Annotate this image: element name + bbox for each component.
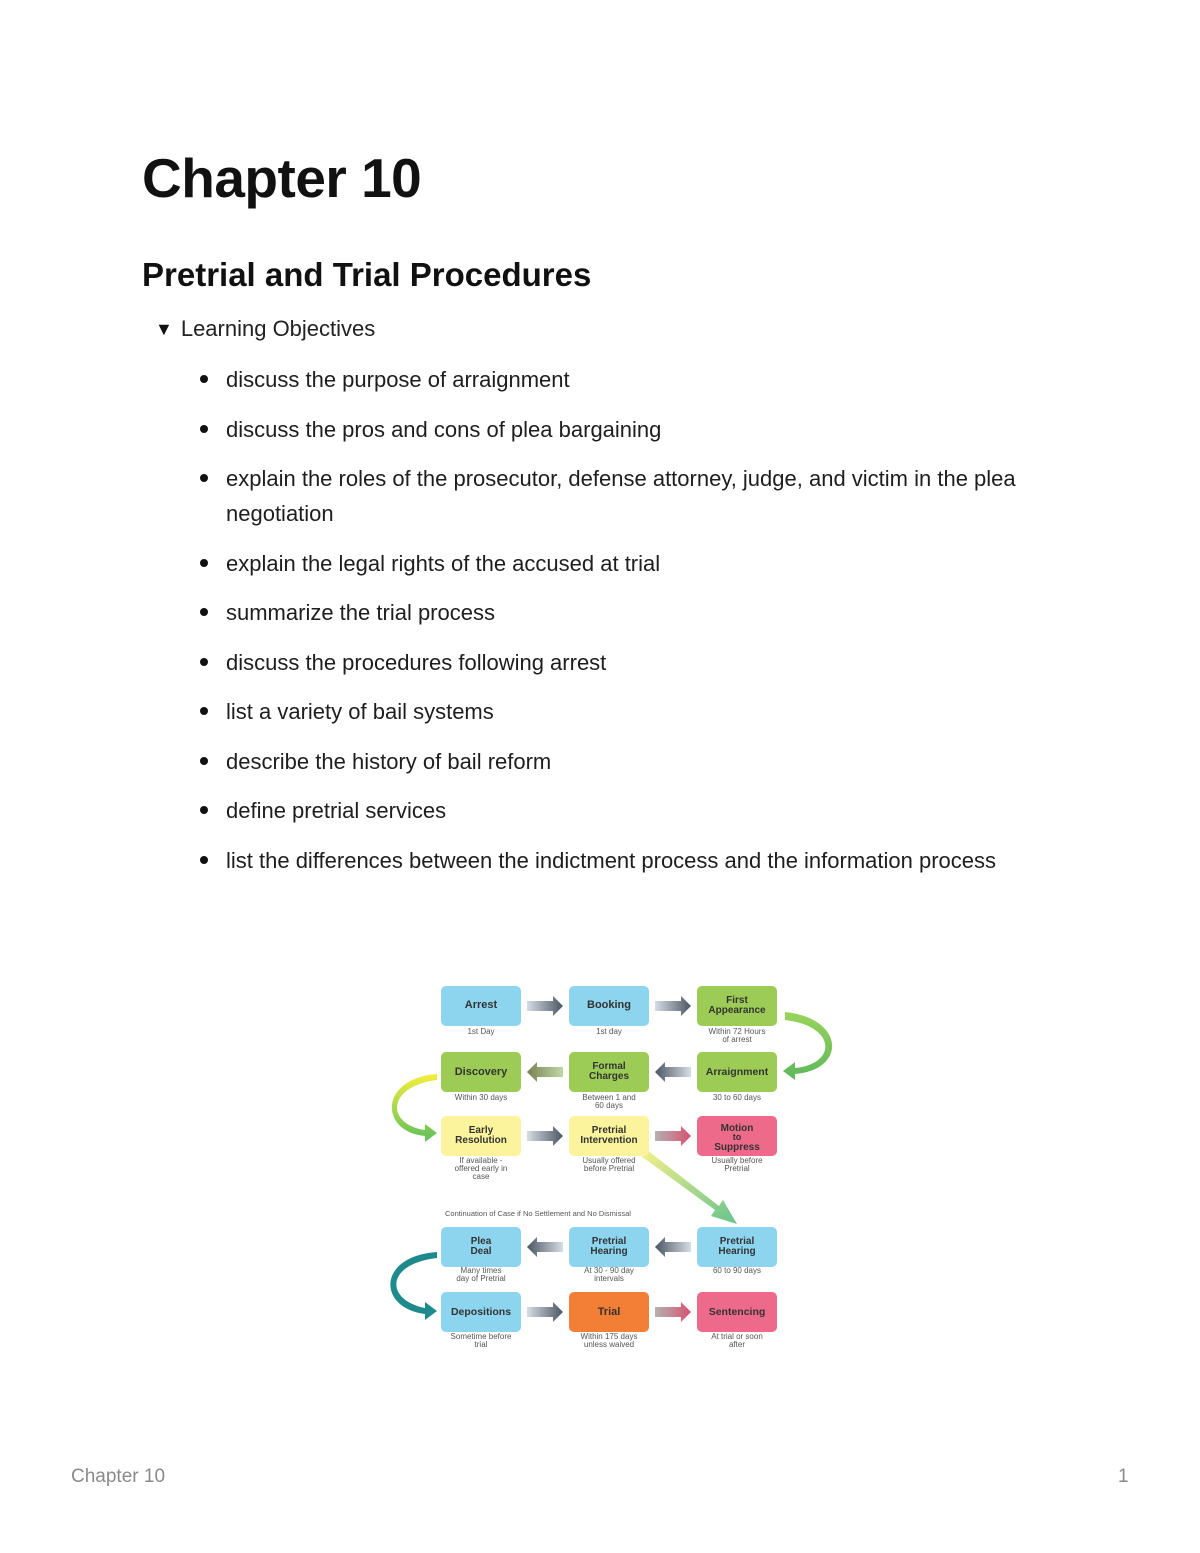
node-note: Pretrial [724, 1164, 750, 1173]
node-note: Many times [460, 1266, 502, 1275]
node-note: intervals [594, 1274, 624, 1283]
arrow-left-icon [527, 1237, 563, 1257]
flow-node-arrest [441, 986, 521, 1036]
list-item: discuss the pros and cons of plea bargaining [200, 412, 1060, 447]
list-item: list a variety of bail systems [200, 694, 1060, 729]
flow-node-sentencing [697, 1292, 777, 1349]
node-note: Within 175 days [580, 1332, 638, 1341]
flow-node-discovery [441, 1052, 521, 1102]
node-title: Hearing [718, 1246, 756, 1257]
node-title: Pretrial [591, 1236, 627, 1247]
flow-node-pretrial-hearing-2 [569, 1227, 649, 1283]
node-note: unless waived [583, 1340, 635, 1349]
node-title: Arraignment [705, 1066, 769, 1078]
flow-node-arraignment [697, 1052, 777, 1102]
node-note: 60 days [594, 1101, 624, 1110]
flow-node-pretrial-intervention [569, 1116, 649, 1173]
node-title: Booking [587, 999, 631, 1011]
node-note: Sometime before [450, 1332, 512, 1341]
arrow-right-icon [655, 1302, 691, 1322]
list-item: explain the roles of the prosecutor, defense attorney, judge, and victim in the plea negotiation [200, 461, 1060, 531]
node-note: At trial or soon [711, 1332, 763, 1341]
list-item: describe the history of bail reform [200, 744, 1060, 779]
toggle-label: Learning Objectives [180, 316, 376, 341]
flow-node-formal-charges [569, 1052, 649, 1110]
node-note: Within 72 Hours [708, 1027, 766, 1036]
flow-node-plea-deal [441, 1227, 521, 1283]
section-title: Pretrial and Trial Procedures [142, 256, 592, 293]
flow-node-booking [569, 986, 649, 1036]
arrow-left-icon [655, 1237, 691, 1257]
page-title: Chapter 10 [142, 147, 422, 209]
node-title: Suppress [714, 1142, 760, 1153]
node-title: Plea [470, 1236, 492, 1247]
arrow-left-icon [527, 1062, 563, 1082]
node-note: case [472, 1172, 490, 1181]
list-item: define pretrial services [200, 793, 1060, 828]
continuation-note: Continuation of Case if No Settlement and No Dismissal [445, 1209, 631, 1218]
footer-chapter-label: Chapter 10 [71, 1466, 166, 1487]
node-note: At 30 - 90 day [584, 1266, 634, 1275]
node-title: Sentencing [708, 1306, 766, 1318]
list-item: explain the legal rights of the accused at trial [200, 546, 1060, 581]
node-title: Appearance [708, 1005, 766, 1016]
node-note: of arrest [722, 1035, 752, 1044]
node-title: Deal [470, 1246, 492, 1257]
list-item: discuss the purpose of arraignment [200, 362, 1060, 397]
flow-node-motion-to-suppress [697, 1116, 777, 1173]
node-note: trial [474, 1340, 488, 1349]
flow-node-depositions [441, 1292, 521, 1349]
node-title: Charges [588, 1071, 630, 1082]
flow-node-pretrial-hearing-1 [697, 1227, 777, 1275]
curved-arrow-icon [390, 1252, 437, 1320]
node-note: before Pretrial [583, 1164, 635, 1173]
node-note: 60 to 90 days [712, 1266, 762, 1275]
node-note: Within 30 days [454, 1093, 508, 1102]
learning-objectives-toggle[interactable] [155, 316, 375, 342]
node-note: If available - [459, 1156, 503, 1165]
arrow-right-icon [527, 1302, 563, 1322]
node-note: Between 1 and [582, 1093, 636, 1102]
arrow-right-icon [655, 1126, 691, 1146]
node-note: Usually offered [582, 1156, 636, 1165]
arrow-left-icon [655, 1062, 691, 1082]
curved-arrow-icon [783, 1012, 832, 1080]
node-note: 1st day [596, 1027, 622, 1036]
node-note: day of Pretrial [456, 1274, 506, 1283]
node-title: Resolution [455, 1135, 507, 1146]
node-title: Early [468, 1125, 494, 1136]
node-title: Formal [592, 1061, 626, 1072]
arrow-right-icon [527, 1126, 563, 1146]
objectives-list [200, 362, 1060, 892]
node-note: offered early in [454, 1164, 508, 1173]
list-item: list the differences between the indictment process and the information process [200, 843, 1060, 878]
node-title: Depositions [450, 1306, 512, 1318]
node-note: after [728, 1340, 746, 1349]
node-title: Pretrial [591, 1125, 627, 1136]
arrow-right-icon [655, 996, 691, 1016]
node-note: 30 to 60 days [712, 1093, 762, 1102]
flow-node-first-appearance [697, 986, 777, 1044]
node-note: Usually before [711, 1156, 763, 1165]
node-title: Motion [720, 1123, 754, 1134]
node-title: First [726, 995, 748, 1006]
page-number: 1 [1118, 1466, 1129, 1487]
arrow-right-icon [527, 996, 563, 1016]
node-note: 1st Day [467, 1027, 495, 1036]
node-title: Pretrial [719, 1236, 755, 1247]
node-title: Hearing [590, 1246, 628, 1257]
list-item: summarize the trial process [200, 595, 1060, 630]
curved-arrow-icon [392, 1074, 437, 1142]
flow-node-trial [569, 1292, 649, 1349]
node-title: Trial [597, 1306, 621, 1318]
pretrial-flowchart [385, 982, 835, 1352]
node-title: Discovery [454, 1066, 508, 1078]
triangle-down-icon: ▼ [155, 318, 173, 339]
node-title: to [732, 1132, 742, 1142]
node-title: Intervention [580, 1135, 638, 1146]
flow-node-early-resolution [441, 1116, 521, 1181]
list-item: discuss the procedures following arrest [200, 645, 1060, 680]
node-title: Arrest [464, 999, 498, 1011]
